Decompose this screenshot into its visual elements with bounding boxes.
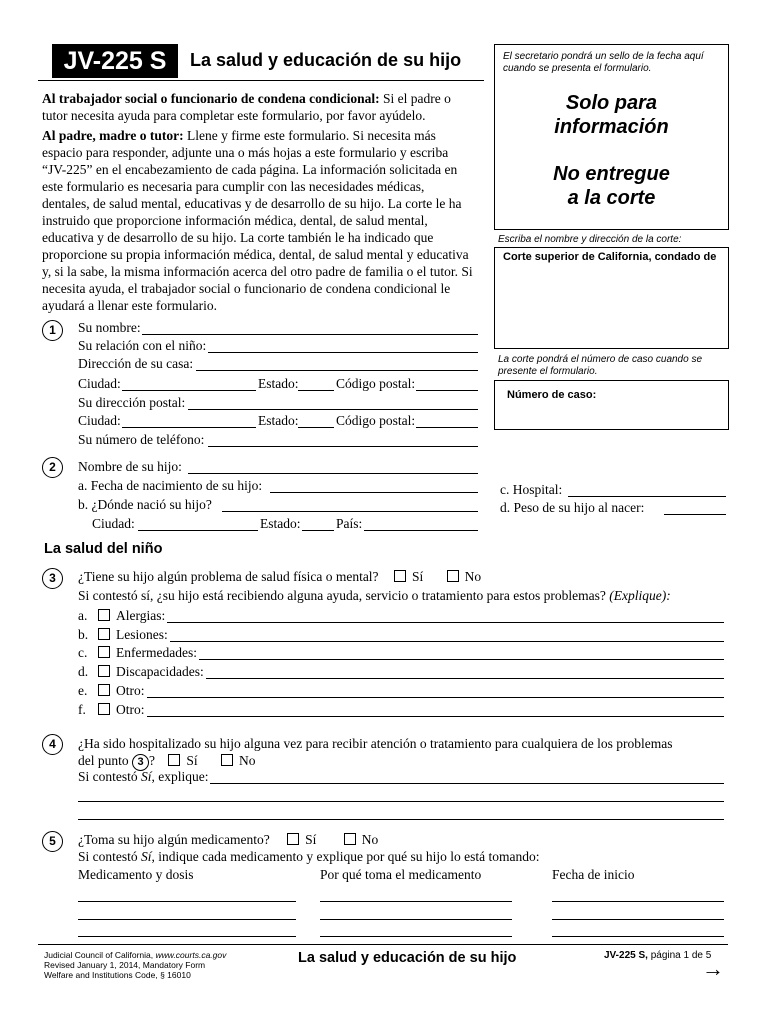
s2-child-name-label: Nombre de su hijo: bbox=[78, 459, 182, 474]
info-line-3: No entregue bbox=[553, 163, 670, 185]
s5-no-checkbox[interactable] bbox=[344, 833, 356, 845]
s1-phone-field[interactable] bbox=[208, 446, 478, 447]
s1-zip-label: Código postal: bbox=[336, 376, 416, 391]
s1-relation-field[interactable] bbox=[208, 352, 478, 353]
s2-hospital-label: c. Hospital: bbox=[500, 482, 563, 497]
s1-name-field[interactable] bbox=[142, 334, 478, 335]
s4-yes-label: Sí bbox=[186, 753, 198, 768]
s3-item-label: Enfermedades: bbox=[116, 645, 197, 660]
footer-rule bbox=[38, 944, 728, 945]
s1-city-field[interactable] bbox=[122, 390, 256, 391]
s3-item-field[interactable] bbox=[167, 622, 724, 623]
court-label: Corte superior de California, condado de bbox=[503, 251, 717, 263]
s3-item-checkbox[interactable] bbox=[98, 646, 110, 658]
s1-name-label: Su nombre: bbox=[78, 320, 141, 335]
s3-item-checkbox[interactable] bbox=[98, 703, 110, 715]
s2-country-field[interactable] bbox=[364, 530, 478, 531]
s5-col-start-date: Fecha de inicio bbox=[552, 867, 635, 882]
s3-item-letter: b. bbox=[78, 627, 89, 642]
s3-question bbox=[78, 569, 481, 585]
s4-explain-pre: Si contestó bbox=[78, 769, 141, 784]
case-label: Número de caso: bbox=[507, 389, 597, 401]
stamp-note: El secretario pondrá un sello de la fecha aquí cuando se presenta el formulario. bbox=[503, 51, 704, 74]
header-rule bbox=[38, 80, 484, 81]
intro-text bbox=[42, 90, 474, 314]
s1-state2-label: Estado: bbox=[258, 413, 299, 428]
footer-revised: Revised January 1, 2014, Mandatory Form bbox=[44, 960, 206, 970]
s4-explain-field-1[interactable] bbox=[210, 783, 724, 784]
s3-item-row bbox=[78, 645, 197, 661]
form-code-badge bbox=[52, 44, 178, 78]
intro-parent bbox=[42, 127, 474, 314]
s3-item-row bbox=[78, 702, 145, 718]
intro-social-worker-bold: Al trabajador social o funcionario de condena condicional: bbox=[42, 91, 380, 106]
footer-page-number bbox=[604, 950, 711, 961]
s2-birth-weight-field[interactable] bbox=[664, 514, 726, 515]
s2-city-label: Ciudad: bbox=[92, 516, 135, 531]
intro-social-worker-text: Si el padre o tutor necesita ayuda para completar este formulario, por favor ayúdelo. bbox=[42, 91, 451, 123]
case-note: La corte pondrá el número de caso cuando se presente el formulario. bbox=[498, 354, 703, 377]
s1-home-address-field[interactable] bbox=[196, 370, 478, 371]
s2-state-label: Estado: bbox=[260, 516, 301, 531]
s4-explain-si: Sí bbox=[141, 769, 152, 784]
s1-state2-field[interactable] bbox=[298, 427, 334, 428]
info-line-4: a la corte bbox=[567, 187, 656, 209]
s2-birthdate-label: a. Fecha de nacimiento de su hijo: bbox=[78, 478, 263, 493]
s3-no-checkbox[interactable] bbox=[447, 570, 459, 582]
s5-question bbox=[78, 832, 378, 848]
s2-child-name-field[interactable] bbox=[188, 473, 478, 474]
court-note: Escriba el nombre y dirección de la corte: bbox=[498, 234, 682, 245]
footer-title: La salud y educación de su hijo bbox=[298, 950, 517, 966]
s3-item-checkbox[interactable] bbox=[98, 609, 110, 621]
s5-start-field-3[interactable] bbox=[552, 936, 724, 937]
s3-yes-label: Sí bbox=[411, 569, 424, 584]
s5-start-field-1[interactable] bbox=[552, 901, 724, 902]
case-number-box[interactable] bbox=[494, 380, 729, 430]
s5-reason-field-2[interactable] bbox=[320, 919, 512, 920]
info-line-1: Solo para bbox=[565, 92, 658, 114]
s2-city-field[interactable] bbox=[138, 530, 258, 531]
s5-no-label: No bbox=[361, 832, 379, 847]
s2-birthdate-field[interactable] bbox=[270, 492, 478, 493]
footer-council-url: www.courts.ca.gov bbox=[155, 950, 227, 960]
footer-council-pre: Judicial Council of California, bbox=[44, 950, 156, 960]
intro-parent-bold: Al padre, madre o tutor: bbox=[42, 128, 184, 143]
s5-col-medication: Medicamento y dosis bbox=[78, 867, 194, 882]
form-title: La salud y educación de su hijo bbox=[190, 50, 462, 70]
s3-item-checkbox[interactable] bbox=[98, 665, 110, 677]
s3-item-field[interactable] bbox=[206, 678, 724, 679]
footer-page-bold: JV-225 S, bbox=[604, 950, 648, 961]
s1-relation-label: Su relación con el niño: bbox=[78, 338, 207, 353]
health-heading: La salud del niño bbox=[44, 541, 163, 557]
s3-item-row bbox=[78, 608, 165, 624]
s3-no-label: No bbox=[464, 569, 482, 584]
s5-ind-pre: Si contestó bbox=[78, 849, 141, 864]
s3-item-row bbox=[78, 664, 204, 680]
s5-ind-post: , indique cada medicamento y explique por qué su hijo lo está tomando: bbox=[151, 849, 540, 864]
s1-city2-field[interactable] bbox=[122, 427, 256, 428]
s3-question-text: ¿Tiene su hijo algún problema de salud física o mental? bbox=[78, 569, 379, 584]
s1-phone-label: Su número de teléfono: bbox=[78, 432, 205, 447]
footer-council bbox=[44, 950, 226, 960]
section-5-number: 5 bbox=[42, 831, 63, 852]
s3-item-row bbox=[78, 683, 145, 699]
form-code: JV-225 S bbox=[63, 47, 167, 75]
s2-state-field[interactable] bbox=[302, 530, 334, 531]
s4-question2-text: del punto bbox=[78, 753, 129, 768]
s4-qmark: ? bbox=[149, 753, 155, 768]
s3-item-field[interactable] bbox=[199, 659, 724, 660]
s3-item-letter: d. bbox=[78, 664, 89, 679]
s4-ref-number: 3 bbox=[132, 754, 149, 771]
s4-explain-post: , explique: bbox=[151, 769, 209, 784]
s2-birthplace-field[interactable] bbox=[222, 511, 478, 512]
info-line-2: información bbox=[554, 116, 669, 138]
next-page-arrow-icon: → bbox=[702, 956, 724, 981]
s3-item-label: Otro: bbox=[116, 683, 145, 698]
s5-yes-label: Sí bbox=[305, 832, 317, 847]
s3-item-field[interactable] bbox=[147, 716, 724, 717]
s3-item-letter: f. bbox=[78, 702, 86, 717]
s4-question: ¿Ha sido hospitalizado su hijo alguna vez para recibir atención o tratamiento para cualquiera de los problemas bbox=[78, 736, 673, 751]
section-4-number: 4 bbox=[42, 734, 63, 755]
s3-item-checkbox[interactable] bbox=[98, 684, 110, 696]
s1-mail-address-label: Su dirección postal: bbox=[78, 395, 186, 410]
s1-zip2-field[interactable] bbox=[416, 427, 478, 428]
s5-question-text: ¿Toma su hijo algún medicamento? bbox=[78, 832, 270, 847]
s1-home-address-label: Dirección de su casa: bbox=[78, 356, 194, 371]
section-2-number: 2 bbox=[42, 457, 63, 478]
s3-item-label: Otro: bbox=[116, 702, 145, 717]
s3-followup bbox=[78, 588, 671, 604]
s3-item-label: Alergias: bbox=[116, 608, 166, 623]
s1-mail-address-field[interactable] bbox=[188, 409, 478, 410]
s1-city2-label: Ciudad: bbox=[78, 413, 121, 428]
s5-medication-field-3[interactable] bbox=[78, 936, 296, 937]
intro-parent-text: Llene y firme este formulario. Si necesita más espacio para responder, adjunte una o más hojas a este formulario y escriba “JV-225” en el encabezamiento de cada página. La información solicitada en este formulario es necesaria para cumplir con las necesidades médicas, dentales, de salud mental, educativas y de desarrollo de su hijo. La corte le ha instruido que proporcione información médica, dental, de salud mental, educativa y de desarrollo de su hijo. La corte también le ha indicado que proporcione su propia información médica, dental, de salud mental y educativa y, si la sabe, la misma información acerca del otro padre de familia o el tutor. Si necesita ayuda, el trabajador social o funcionario de condena condicional le ayudará a llenar este formulario. bbox=[42, 128, 473, 313]
s3-item-checkbox[interactable] bbox=[98, 628, 110, 640]
s4-explain-field-3[interactable] bbox=[78, 819, 724, 820]
s3-item-field[interactable] bbox=[170, 641, 724, 642]
clerk-stamp-box bbox=[494, 44, 729, 230]
footer-code: Welfare and Institutions Code, § 16010 bbox=[44, 970, 191, 980]
s1-state-label: Estado: bbox=[258, 376, 299, 391]
s5-yes-checkbox[interactable] bbox=[287, 833, 299, 845]
s3-item-field[interactable] bbox=[147, 697, 724, 698]
s3-item-letter: e. bbox=[78, 683, 88, 698]
footer-left bbox=[44, 950, 226, 980]
s3-yes-checkbox[interactable] bbox=[394, 570, 406, 582]
s1-zip2-label: Código postal: bbox=[336, 413, 416, 428]
s5-start-field-2[interactable] bbox=[552, 919, 724, 920]
s5-medication-field-1[interactable] bbox=[78, 901, 296, 902]
s1-zip-field[interactable] bbox=[416, 390, 478, 391]
footer-page-rest: página 1 de 5 bbox=[647, 950, 712, 961]
s3-item-letter: a. bbox=[78, 608, 88, 623]
s2-birth-weight-label: d. Peso de su hijo al nacer: bbox=[500, 500, 645, 515]
intro-social-worker bbox=[42, 90, 474, 124]
s2-hospital-field[interactable] bbox=[568, 496, 726, 497]
section-1-number: 1 bbox=[42, 320, 63, 341]
s3-item-label: Lesiones: bbox=[116, 627, 168, 642]
s4-no-label: No bbox=[239, 753, 256, 768]
s1-city-label: Ciudad: bbox=[78, 376, 121, 391]
s3-item-letter: c. bbox=[78, 645, 88, 660]
info-only-notice bbox=[495, 91, 728, 210]
s5-ind-si: Sí bbox=[141, 849, 152, 864]
s5-reason-field-1[interactable] bbox=[320, 901, 512, 902]
s5-medication-field-2[interactable] bbox=[78, 919, 296, 920]
s2-birthplace-label: b. ¿Dónde nació su hijo? bbox=[78, 497, 212, 512]
s5-col-reason: Por qué toma el medicamento bbox=[320, 867, 482, 882]
court-name-box[interactable] bbox=[494, 247, 729, 349]
s3-followup-text: Si contestó sí, ¿su hijo está recibiendo alguna ayuda, servicio o tratamiento para estos problemas? bbox=[78, 588, 606, 603]
s2-country-label: País: bbox=[336, 516, 363, 531]
s3-item-label: Discapacidades: bbox=[116, 664, 204, 679]
s4-explain bbox=[78, 769, 209, 785]
s1-state-field[interactable] bbox=[298, 390, 334, 391]
s4-explain-field-2[interactable] bbox=[78, 801, 724, 802]
s5-reason-field-3[interactable] bbox=[320, 936, 512, 937]
s4-no-checkbox[interactable] bbox=[221, 754, 233, 766]
s4-yes-checkbox[interactable] bbox=[168, 754, 180, 766]
s3-item-row bbox=[78, 627, 168, 643]
s5-instructions bbox=[78, 849, 540, 865]
s3-explain-text: (Explique): bbox=[609, 588, 671, 603]
section-3-number: 3 bbox=[42, 568, 63, 589]
